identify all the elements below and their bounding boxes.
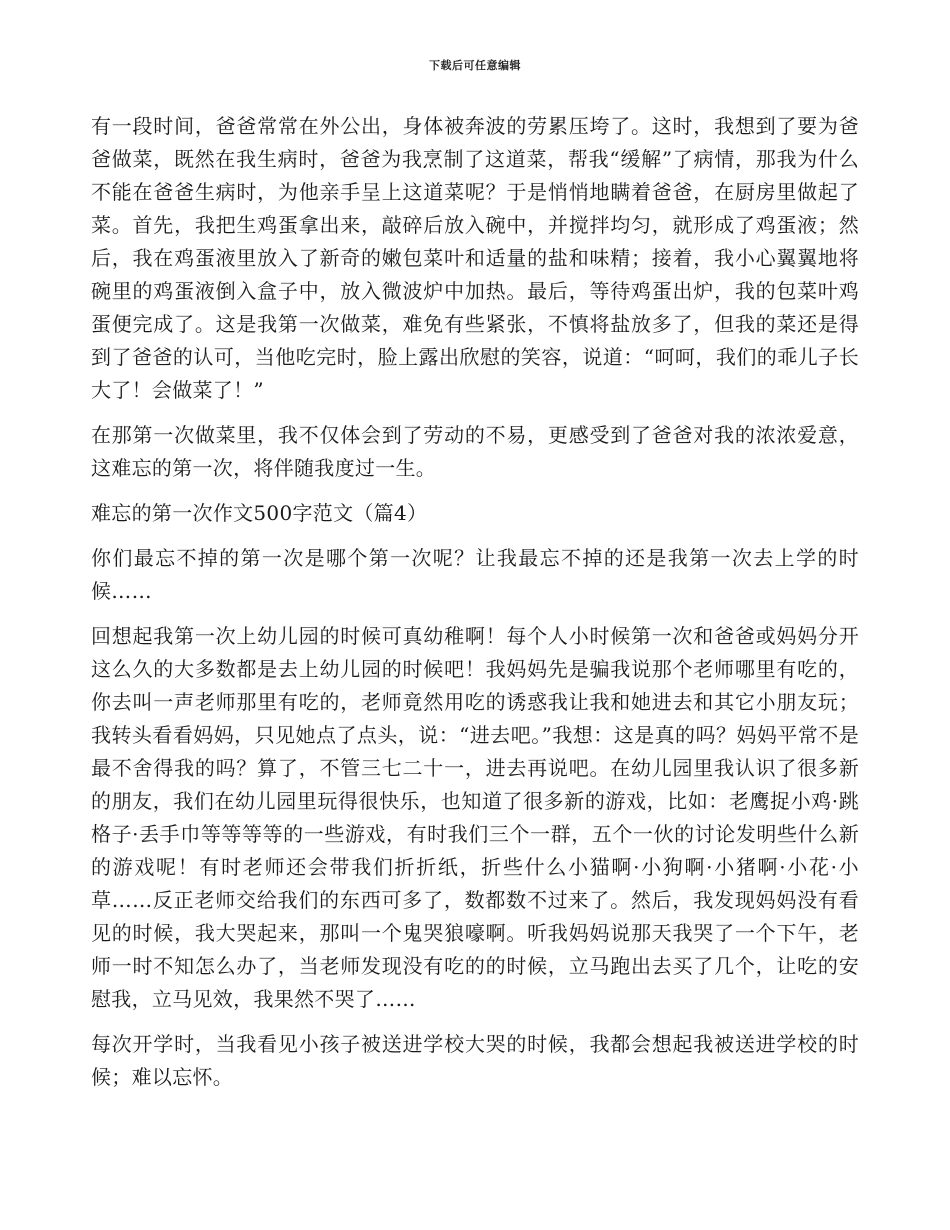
paragraph-1: 有一段时间，爸爸常常在外公出，身体被奔波的劳累压垮了。这时，我想到了要为爸爸做菜，既然在我生病时，爸爸为我烹制了这道菜，帮我“缓解”了病情，那我为什么不能在爸爸生病时，为他亲手呈上这道菜呢？于是悄悄地瞒着爸爸，在厨房里做起了菜。首先，我把生鸡蛋拿出来，敲碎后放入碗中，并搅拌均匀，就形成了鸡蛋液；然后，我在鸡蛋液里放入了新奇的嫩包菜叶和适量的盐和味精；接着，我小心翼翼地将碗里的鸡蛋液倒入盒子中，放入微波炉中加热。最后，等待鸡蛋出炉，我的包菜叶鸡蛋便完成了。这是我第一次做菜，难免有些紧张，不慎将盐放多了，但我的菜还是得到了爸爸的认可，当他吃完时，脸上露出欣慰的笑容，说道：“呵呵，我们的乖儿子长大了！会做菜了！” <box>91 114 859 402</box>
page-header: 下载后可任意编辑 <box>429 59 521 72</box>
paragraph-4: 回想起我第一次上幼儿园的时候可真幼稚啊！每个人小时候第一次和爸爸或妈妈分开这么久的大多数都是去上幼儿园的时候吧！我妈妈先是骗我说那个老师哪里有吃的，你去叫一声老师那里有吃的，老师竟然用吃的诱惑我让我和她进去和其它小朋友玩；我转头看看妈妈，只见她点了点头，说：“进去吧。”我想：这是真的吗？妈妈平常不是最不舍得我的吗？算了，不管三七二十一，进去再说吧。在幼儿园里我认识了很多新的朋友，我们在幼儿园里玩得很快乐，也知道了很多新的游戏，比如：老鹰捉小鸡·跳格子·丢手巾等等等等的一些游戏，有时我们三个一群，五个一伙的讨论发明些什么新的游戏呢！有时老师还会带我们折折纸，折些什么小猫啊·小狗啊·小猪啊·小花·小草……反正老师交给我们的东西可多了，数都数不过来了。然后，我发现妈妈没有看见的时候，我大哭起来，那叫一个鬼哭狼嚎啊。听我妈妈说那天我哭了一个下午，老师一时不知怎么办了，当老师发现没有吃的的时候，立马跑出去买了几个，让吃的安慰我，立马见效，我果然不哭了…… <box>91 624 859 1011</box>
document-body <box>91 110 859 1106</box>
paragraph-2: 在那第一次做菜里，我不仅体会到了劳动的不易，更感受到了爸爸对我的浓浓爱意，这难忘的第一次，将伴随我度过一生。 <box>91 423 859 480</box>
essay-heading: 难忘的第一次作文500字范文（篇4） <box>91 501 428 525</box>
paragraph-5: 每次开学时，当我看见小孩子被送进学校大哭的时候，我都会想起我被送进学校的时候；难以忘怀。 <box>91 1032 859 1089</box>
paragraph-3: 你们最忘不掉的第一次是哪个第一次呢？让我最忘不掉的还是我第一次去上学的时候…… <box>91 546 859 603</box>
